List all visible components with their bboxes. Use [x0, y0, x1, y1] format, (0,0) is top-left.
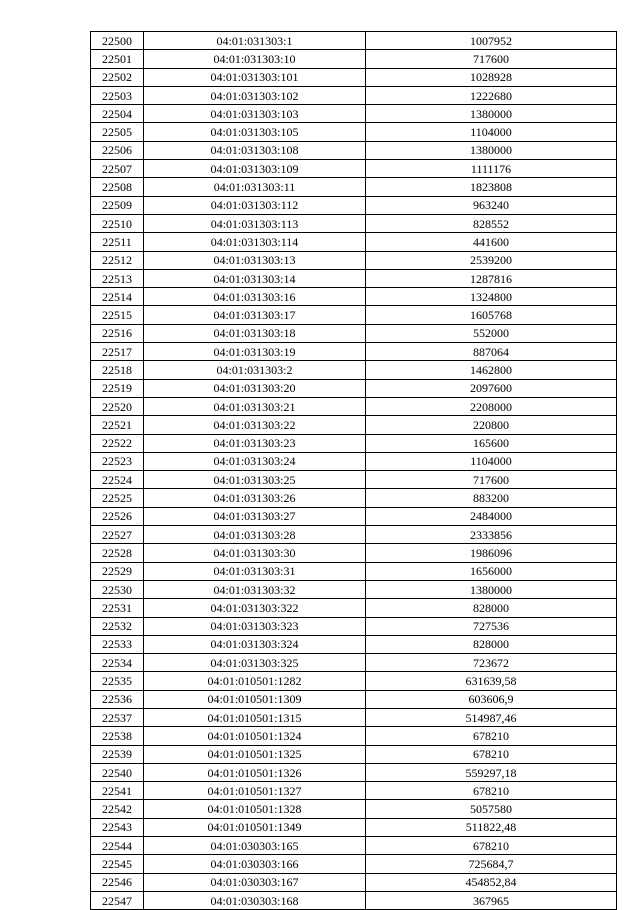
table-row — [91, 471, 617, 489]
cadastral-number-cell: 04:01:031303:323 — [144, 617, 366, 635]
table-row — [91, 837, 617, 855]
cadastral-number-cell: 04:01:031303:23 — [144, 434, 366, 452]
row-number-cell: 22524 — [91, 471, 144, 489]
cadastral-value-cell: 559297,18 — [366, 763, 617, 781]
table-row — [91, 160, 617, 178]
cadastral-number-cell: 04:01:031303:14 — [144, 269, 366, 287]
row-number-cell: 22544 — [91, 837, 144, 855]
table-row — [91, 745, 617, 763]
cadastral-value-cell: 1324800 — [366, 288, 617, 306]
cadastral-value-cell: 441600 — [366, 233, 617, 251]
table-row — [91, 873, 617, 891]
cadastral-number-cell: 04:01:031303:16 — [144, 288, 366, 306]
table-row — [91, 196, 617, 214]
cadastral-value-cell: 1222680 — [366, 86, 617, 104]
table-row — [91, 690, 617, 708]
row-number-cell: 22534 — [91, 654, 144, 672]
table-row — [91, 544, 617, 562]
row-number-cell: 22503 — [91, 86, 144, 104]
cadastral-number-cell: 04:01:030303:165 — [144, 837, 366, 855]
table-row — [91, 800, 617, 818]
table-row — [91, 416, 617, 434]
row-number-cell: 22516 — [91, 324, 144, 342]
cadastral-value-cell: 2097600 — [366, 379, 617, 397]
row-number-cell: 22545 — [91, 855, 144, 873]
cadastral-number-cell: 04:01:010501:1326 — [144, 763, 366, 781]
cadastral-value-table — [90, 31, 617, 910]
table-row — [91, 818, 617, 836]
cadastral-number-cell: 04:01:031303:322 — [144, 599, 366, 617]
row-number-cell: 22532 — [91, 617, 144, 635]
cadastral-number-cell: 04:01:031303:114 — [144, 233, 366, 251]
cadastral-number-cell: 04:01:031303:13 — [144, 251, 366, 269]
cadastral-number-cell: 04:01:031303:22 — [144, 416, 366, 434]
cadastral-value-cell: 1605768 — [366, 306, 617, 324]
cadastral-value-cell: 367965 — [366, 891, 617, 909]
row-number-cell: 22547 — [91, 891, 144, 909]
table-row — [91, 269, 617, 287]
cadastral-value-cell: 2208000 — [366, 397, 617, 415]
cadastral-number-cell: 04:01:031303:103 — [144, 105, 366, 123]
cadastral-number-cell: 04:01:030303:168 — [144, 891, 366, 909]
cadastral-value-cell: 1028928 — [366, 68, 617, 86]
cadastral-number-cell: 04:01:031303:325 — [144, 654, 366, 672]
row-number-cell: 22501 — [91, 50, 144, 68]
row-number-cell: 22504 — [91, 105, 144, 123]
table-row — [91, 580, 617, 598]
cadastral-number-cell: 04:01:031303:10 — [144, 50, 366, 68]
cadastral-value-cell: 678210 — [366, 782, 617, 800]
row-number-cell: 22541 — [91, 782, 144, 800]
row-number-cell: 22528 — [91, 544, 144, 562]
table-row — [91, 855, 617, 873]
cadastral-value-cell: 678210 — [366, 837, 617, 855]
cadastral-value-cell: 631639,58 — [366, 672, 617, 690]
row-number-cell: 22525 — [91, 489, 144, 507]
cadastral-value-cell: 2539200 — [366, 251, 617, 269]
cadastral-value-cell: 1007952 — [366, 32, 617, 50]
cadastral-value-cell: 1104000 — [366, 123, 617, 141]
row-number-cell: 22519 — [91, 379, 144, 397]
table-row — [91, 361, 617, 379]
cadastral-number-cell: 04:01:010501:1328 — [144, 800, 366, 818]
cadastral-value-cell: 454852,84 — [366, 873, 617, 891]
cadastral-value-cell: 1111176 — [366, 160, 617, 178]
cadastral-value-cell: 828552 — [366, 214, 617, 232]
table-row — [91, 507, 617, 525]
row-number-cell: 22511 — [91, 233, 144, 251]
cadastral-number-cell: 04:01:031303:11 — [144, 178, 366, 196]
cadastral-value-cell: 552000 — [366, 324, 617, 342]
row-number-cell: 22546 — [91, 873, 144, 891]
row-number-cell: 22527 — [91, 526, 144, 544]
cadastral-value-cell: 883200 — [366, 489, 617, 507]
cadastral-number-cell: 04:01:031303:19 — [144, 343, 366, 361]
cadastral-value-cell: 514987,46 — [366, 708, 617, 726]
row-number-cell: 22526 — [91, 507, 144, 525]
cadastral-number-cell: 04:01:031303:25 — [144, 471, 366, 489]
cadastral-value-cell: 1287816 — [366, 269, 617, 287]
row-number-cell: 22537 — [91, 708, 144, 726]
cadastral-value-cell: 887064 — [366, 343, 617, 361]
cadastral-number-cell: 04:01:031303:105 — [144, 123, 366, 141]
table-row — [91, 782, 617, 800]
cadastral-number-cell: 04:01:010501:1309 — [144, 690, 366, 708]
row-number-cell: 22517 — [91, 343, 144, 361]
table-row — [91, 617, 617, 635]
cadastral-value-cell: 165600 — [366, 434, 617, 452]
table-row — [91, 306, 617, 324]
row-number-cell: 22512 — [91, 251, 144, 269]
cadastral-value-cell: 220800 — [366, 416, 617, 434]
table-row — [91, 526, 617, 544]
cadastral-number-cell: 04:01:031303:31 — [144, 562, 366, 580]
cadastral-value-cell: 678210 — [366, 745, 617, 763]
row-number-cell: 22500 — [91, 32, 144, 50]
cadastral-number-cell: 04:01:031303:20 — [144, 379, 366, 397]
table-row — [91, 489, 617, 507]
row-number-cell: 22531 — [91, 599, 144, 617]
cadastral-value-cell: 717600 — [366, 50, 617, 68]
row-number-cell: 22543 — [91, 818, 144, 836]
row-number-cell: 22522 — [91, 434, 144, 452]
cadastral-number-cell: 04:01:010501:1349 — [144, 818, 366, 836]
table-row — [91, 654, 617, 672]
cadastral-value-cell: 678210 — [366, 727, 617, 745]
cadastral-number-cell: 04:01:031303:113 — [144, 214, 366, 232]
cadastral-value-cell: 1380000 — [366, 105, 617, 123]
cadastral-number-cell: 04:01:010501:1282 — [144, 672, 366, 690]
table-row — [91, 86, 617, 104]
table-row — [91, 763, 617, 781]
table-row — [91, 635, 617, 653]
table-row — [91, 105, 617, 123]
cadastral-number-cell: 04:01:031303:112 — [144, 196, 366, 214]
table-row — [91, 214, 617, 232]
cadastral-number-cell: 04:01:031303:32 — [144, 580, 366, 598]
table-row — [91, 452, 617, 470]
row-number-cell: 22533 — [91, 635, 144, 653]
table-row — [91, 123, 617, 141]
cadastral-value-cell: 511822,48 — [366, 818, 617, 836]
cadastral-value-cell: 828000 — [366, 635, 617, 653]
table-row — [91, 434, 617, 452]
table-row — [91, 178, 617, 196]
cadastral-value-cell: 5057580 — [366, 800, 617, 818]
cadastral-number-cell: 04:01:031303:24 — [144, 452, 366, 470]
row-number-cell: 22515 — [91, 306, 144, 324]
row-number-cell: 22536 — [91, 690, 144, 708]
cadastral-number-cell: 04:01:010501:1324 — [144, 727, 366, 745]
cadastral-number-cell: 04:01:031303:18 — [144, 324, 366, 342]
cadastral-value-cell: 2333856 — [366, 526, 617, 544]
cadastral-number-cell: 04:01:031303:27 — [144, 507, 366, 525]
cadastral-number-cell: 04:01:031303:101 — [144, 68, 366, 86]
cadastral-number-cell: 04:01:031303:102 — [144, 86, 366, 104]
row-number-cell: 22539 — [91, 745, 144, 763]
table-row — [91, 397, 617, 415]
cadastral-value-cell: 963240 — [366, 196, 617, 214]
table-row — [91, 141, 617, 159]
cadastral-value-cell: 603606,9 — [366, 690, 617, 708]
cadastral-value-cell: 725684,7 — [366, 855, 617, 873]
cadastral-number-cell: 04:01:031303:26 — [144, 489, 366, 507]
row-number-cell: 22540 — [91, 763, 144, 781]
table-row — [91, 32, 617, 50]
row-number-cell: 22514 — [91, 288, 144, 306]
cadastral-value-cell: 1462800 — [366, 361, 617, 379]
table-row — [91, 251, 617, 269]
cadastral-value-cell: 717600 — [366, 471, 617, 489]
table-row — [91, 672, 617, 690]
cadastral-number-cell: 04:01:010501:1315 — [144, 708, 366, 726]
cadastral-number-cell: 04:01:031303:2 — [144, 361, 366, 379]
cadastral-value-cell: 723672 — [366, 654, 617, 672]
row-number-cell: 22520 — [91, 397, 144, 415]
cadastral-value-cell: 1656000 — [366, 562, 617, 580]
table-row — [91, 343, 617, 361]
table-row — [91, 233, 617, 251]
row-number-cell: 22530 — [91, 580, 144, 598]
cadastral-number-cell: 04:01:030303:167 — [144, 873, 366, 891]
cadastral-value-cell: 1380000 — [366, 580, 617, 598]
row-number-cell: 22521 — [91, 416, 144, 434]
cadastral-number-cell: 04:01:031303:21 — [144, 397, 366, 415]
row-number-cell: 22518 — [91, 361, 144, 379]
row-number-cell: 22506 — [91, 141, 144, 159]
cadastral-value-cell: 2484000 — [366, 507, 617, 525]
table-row — [91, 68, 617, 86]
cadastral-number-cell: 04:01:031303:109 — [144, 160, 366, 178]
row-number-cell: 22523 — [91, 452, 144, 470]
row-number-cell: 22529 — [91, 562, 144, 580]
cadastral-number-cell: 04:01:031303:1 — [144, 32, 366, 50]
cadastral-number-cell: 04:01:010501:1327 — [144, 782, 366, 800]
row-number-cell: 22542 — [91, 800, 144, 818]
row-number-cell: 22538 — [91, 727, 144, 745]
cadastral-value-cell: 1104000 — [366, 452, 617, 470]
cadastral-value-cell: 828000 — [366, 599, 617, 617]
row-number-cell: 22508 — [91, 178, 144, 196]
table-row — [91, 379, 617, 397]
row-number-cell: 22502 — [91, 68, 144, 86]
table-row — [91, 727, 617, 745]
row-number-cell: 22513 — [91, 269, 144, 287]
cadastral-number-cell: 04:01:010501:1325 — [144, 745, 366, 763]
table-row — [91, 50, 617, 68]
cadastral-number-cell: 04:01:031303:30 — [144, 544, 366, 562]
cadastral-value-cell: 727536 — [366, 617, 617, 635]
table-body — [91, 32, 617, 910]
row-number-cell: 22509 — [91, 196, 144, 214]
cadastral-number-cell: 04:01:031303:108 — [144, 141, 366, 159]
row-number-cell: 22507 — [91, 160, 144, 178]
table-row — [91, 324, 617, 342]
row-number-cell: 22510 — [91, 214, 144, 232]
table-row — [91, 562, 617, 580]
table-row — [91, 599, 617, 617]
table-row — [91, 891, 617, 909]
cadastral-value-cell: 1380000 — [366, 141, 617, 159]
table-row — [91, 708, 617, 726]
table-row — [91, 288, 617, 306]
row-number-cell: 22535 — [91, 672, 144, 690]
cadastral-value-cell: 1823808 — [366, 178, 617, 196]
cadastral-number-cell: 04:01:030303:166 — [144, 855, 366, 873]
cadastral-number-cell: 04:01:031303:28 — [144, 526, 366, 544]
cadastral-number-cell: 04:01:031303:17 — [144, 306, 366, 324]
cadastral-value-cell: 1986096 — [366, 544, 617, 562]
cadastral-number-cell: 04:01:031303:324 — [144, 635, 366, 653]
row-number-cell: 22505 — [91, 123, 144, 141]
